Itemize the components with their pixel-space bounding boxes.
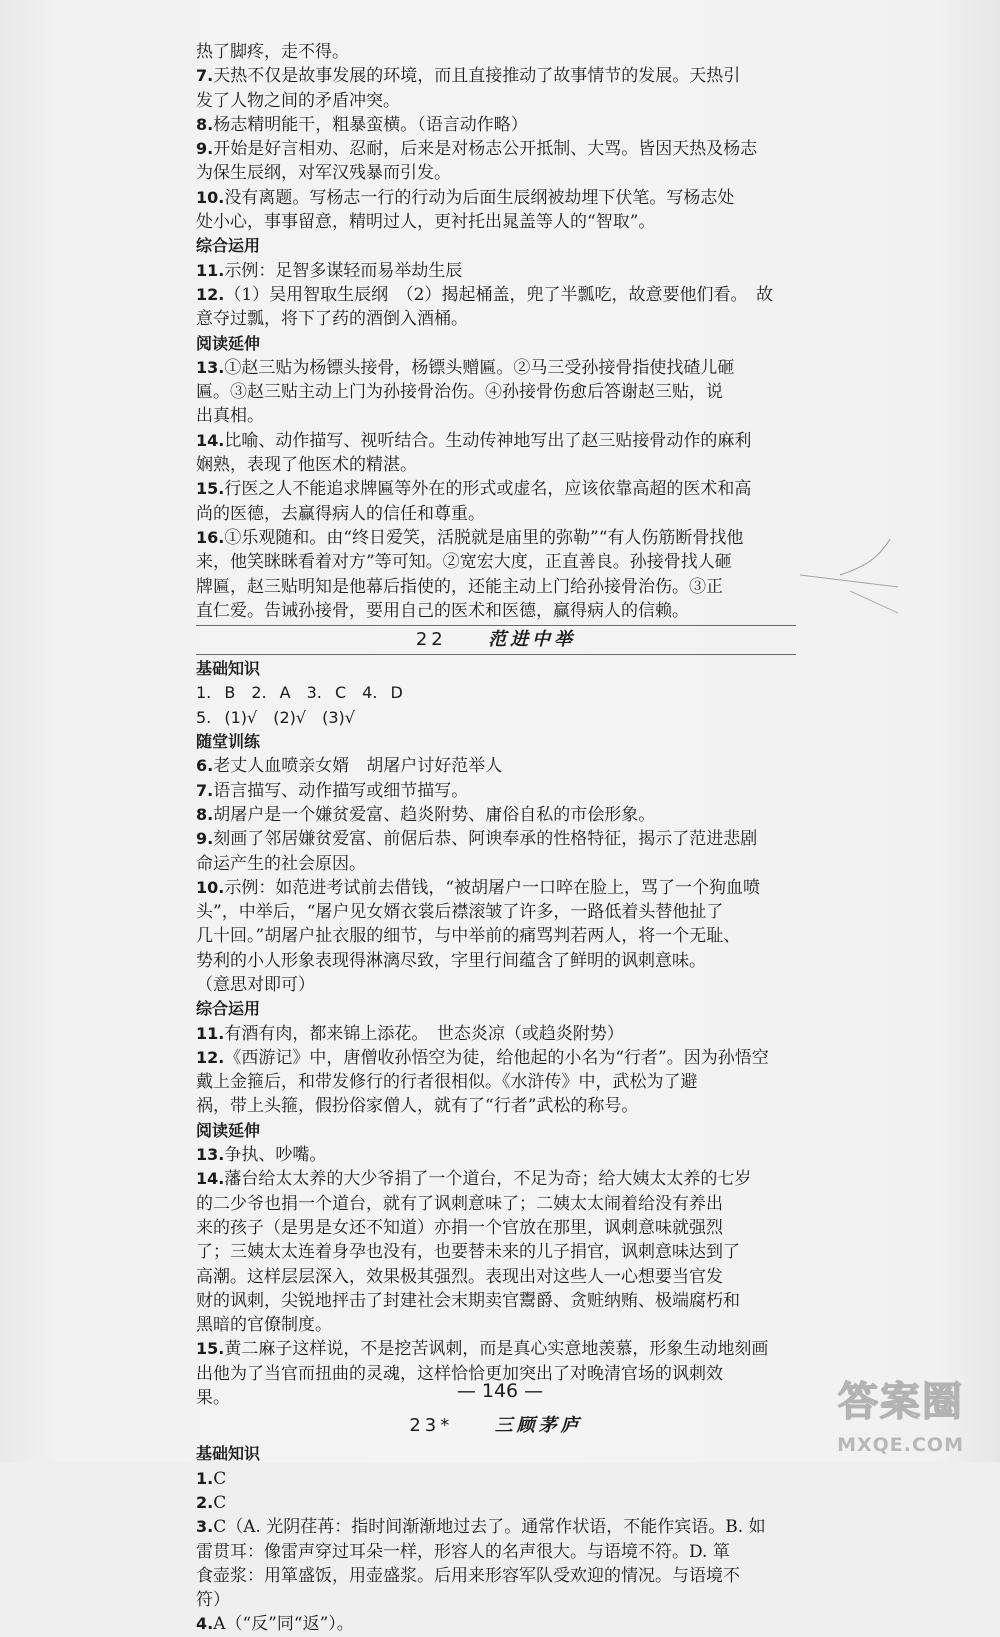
answer-line xyxy=(196,89,796,113)
question-number: 11. xyxy=(196,260,225,280)
answer-line xyxy=(196,1094,796,1118)
answer-text: 为保生辰纲，对军汉残暴而引发。 xyxy=(196,163,451,184)
answer-text: 牌匾，赵三贴明知是他幕后指使的，还能主动上门给孙接骨治伤。③正 xyxy=(196,576,723,597)
answer-text: 命运产生的社会原因。 xyxy=(196,853,366,874)
answer-text: 争执、吵嘴。 xyxy=(224,1145,327,1166)
answer-line xyxy=(196,1046,796,1070)
answer-text: 胡屠户是一个嫌贫爱富、趋炎附势、庸俗自私的市侩形象。 xyxy=(213,804,656,825)
question-number: 14. xyxy=(196,430,225,450)
answer-line xyxy=(196,453,796,477)
answer-line xyxy=(196,900,796,924)
section-heading: 阅读延伸 xyxy=(196,1120,261,1140)
answer-line xyxy=(196,1588,796,1612)
lesson-23-heading xyxy=(196,1412,796,1440)
lesson-title: 范进中举 xyxy=(488,629,577,651)
answers-block-7 xyxy=(196,1467,796,1637)
answer-text: 几十回。”胡屠户扯衣服的细节，与中举前的痛骂判若两人，将一个无耻、 xyxy=(196,926,741,947)
question-number: 10. xyxy=(196,187,225,207)
answer-text: 有酒有肉，都来锦上添花。 世态炎凉（或趋炎附势） xyxy=(224,1023,624,1044)
answer-line xyxy=(196,827,796,851)
answer-line xyxy=(196,949,796,973)
answer-text: 食壶浆：用箪盛饭，用壶盛浆。后用来形容军队受欢迎的情况。与语境不 xyxy=(196,1565,740,1586)
question-number: 11. xyxy=(196,1023,225,1043)
answer-text: ①乐观随和。由“终日爱笑，活脱就是庙里的弥勒”“有人伤筋断骨找他 xyxy=(224,527,744,548)
question-number: 1. xyxy=(196,1468,214,1488)
answers-block-5 xyxy=(196,1022,796,1119)
answer-text: 热了脚疼，走不得。 xyxy=(196,42,349,62)
answers-block-2 xyxy=(196,259,796,332)
answer-line xyxy=(196,1515,796,1539)
answer-text: 来的孩子（是男是女还不知道）亦捐一个官放在那里，讽刺意味就强烈 xyxy=(196,1217,723,1238)
question-number: 12. xyxy=(196,1047,225,1067)
answer-text: 符） xyxy=(196,1590,230,1611)
answer-text: 行医之人不能追求牌匾等外在的形式或虚名，应该依靠高超的医术和高 xyxy=(224,479,752,500)
answer-line xyxy=(196,550,796,574)
answer-text: 黑暗的官僚制度。 xyxy=(196,1315,332,1336)
page-number: — 146 — xyxy=(456,1380,544,1402)
question-number: 15. xyxy=(196,479,225,499)
answer-line xyxy=(196,779,796,803)
lesson-number: 23* xyxy=(409,1415,454,1437)
answer-text: 的二少爷也捐一个道台，就有了讽刺意味了；二姨太太闹着给没有养出 xyxy=(196,1193,723,1214)
question-number: 8. xyxy=(196,804,214,824)
answer-line xyxy=(196,754,796,778)
answer-text: （意思对即可） xyxy=(196,974,315,995)
answer-text: 尚的医德，去赢得病人的信任和尊重。 xyxy=(196,503,485,524)
lesson-number: 22 xyxy=(415,629,447,651)
answer-text: 老丈人血喷亲女婿 胡屠户讨好范举人 xyxy=(213,756,503,777)
section-heading: 综合运用 xyxy=(196,236,261,256)
section-heading: 基础知识 xyxy=(196,1444,261,1464)
question-number: 4. xyxy=(196,1614,214,1634)
answer-line xyxy=(196,40,796,64)
question-number: 3. xyxy=(196,1517,214,1537)
answer-line xyxy=(196,924,796,948)
question-number: 15. xyxy=(196,1339,225,1359)
answer-text: 《西游记》中，唐僧收孙悟空为徒，给他起的小名为“行者”。因为孙悟空 xyxy=(224,1047,769,1068)
answer-line xyxy=(196,1192,796,1216)
answer-line xyxy=(196,599,796,623)
judgement-answers: 5. (1)√ (2)√ (3)√ xyxy=(196,707,355,727)
answer-text: 刻画了邻居嫌贫爱富、前倨后恭、阿谀奉承的性格特征，揭示了范进悲剧 xyxy=(213,829,758,850)
answer-line xyxy=(196,113,796,137)
answer-text: 藩台给太太养的大少爷捐了一个道台，不足为奇；给大姨太太养的七岁 xyxy=(224,1169,752,1190)
section-heading: 综合运用 xyxy=(196,999,261,1019)
watermark-site: MXQE.COM xyxy=(837,1434,964,1456)
answers-block-4 xyxy=(196,754,796,997)
question-number: 14. xyxy=(196,1169,225,1189)
answer-text: 黄二麻子这样说，不是挖苦讽刺，而是真心实意地羡慕，形象生动地刻画 xyxy=(224,1339,769,1360)
answer-text: 雷贯耳：像雷声穿过耳朵一样，形容人的名声很大。与语境不符。D. 箪 xyxy=(196,1541,730,1562)
answer-text: 高潮。这样层层深入，效果极其强烈。表现出对这些人一心想要当官发 xyxy=(196,1266,723,1287)
answer-text: C xyxy=(213,1492,227,1513)
answer-line xyxy=(196,973,796,997)
answer-line xyxy=(196,283,796,307)
answer-line xyxy=(196,1612,796,1636)
answer-text: A（“反”同“返”）。 xyxy=(213,1614,354,1635)
answer-text: 来，他笑眯眯看着对方”等可知。②宽宏大度，正直善良。孙接骨找人砸 xyxy=(196,552,732,573)
answer-text: 发了人物之间的矛盾冲突。 xyxy=(196,90,400,111)
answer-text: 财的讽刺，尖锐地抨击了封建社会末期卖官鬻爵、贪赃纳贿、极端腐朽和 xyxy=(196,1290,740,1311)
answer-text: 戴上金箍后，和带发修行的行者很相似。《水浒传》中，武松为了避 xyxy=(196,1072,698,1093)
answer-line xyxy=(196,502,796,526)
answer-text: 祸，带上头箍，假扮俗家僧人，就有了“行者”武松的称号。 xyxy=(196,1096,639,1117)
answer-text: 杨志精明能干，粗暴蛮横。（语言动作略） xyxy=(213,114,528,135)
answer-line xyxy=(196,380,796,404)
question-number: 16. xyxy=(196,527,225,547)
answer-text: 意夺过瓢，将下了药的酒倒入酒桶。 xyxy=(196,309,468,330)
question-number: 13. xyxy=(196,1145,225,1165)
choice-answers: 1. B 2. A 3. C 4. D xyxy=(196,683,403,703)
answer-text: 了；三姨太太连着身孕也没有，也要替未来的儿子捐官，讽刺意味达到了 xyxy=(196,1242,740,1263)
answer-text: 果。 xyxy=(196,1388,230,1409)
answer-line xyxy=(196,1289,796,1313)
answer-line xyxy=(196,575,796,599)
answer-text: 比喻、动作描写、视听结合。生动传神地写出了赵三贴接骨动作的麻利 xyxy=(224,430,752,451)
answer-line xyxy=(196,1167,796,1191)
question-number: 8. xyxy=(196,114,214,134)
answer-line xyxy=(196,803,796,827)
answer-line xyxy=(196,429,796,453)
question-number: 12. xyxy=(196,284,225,304)
question-number: 2. xyxy=(196,1492,214,1512)
answer-line xyxy=(196,876,796,900)
answer-text: 娴熟，表现了他医术的精湛。 xyxy=(196,455,417,476)
answer-text: 处小心，事事留意，精明过人，更衬托出晁盖等人的“智取”。 xyxy=(196,212,656,233)
question-number: 10. xyxy=(196,877,225,897)
lesson-title: 三顾茅庐 xyxy=(494,1415,583,1437)
answer-line xyxy=(196,356,796,380)
watermark xyxy=(774,1370,964,1456)
question-number: 9. xyxy=(196,829,214,849)
answer-text: ①赵三贴为杨镖头接骨，杨镖头赠匾。②马三受孙接骨指使找碴儿砸 xyxy=(224,357,735,378)
answer-line xyxy=(196,1313,796,1337)
answers-block-1 xyxy=(196,40,796,234)
answer-line xyxy=(196,137,796,161)
answer-line xyxy=(196,1337,796,1361)
answer-text: 天热不仅是故事发展的环境，而且直接推动了故事情节的发展。天热引 xyxy=(213,66,741,87)
lesson-22-heading xyxy=(196,625,796,655)
answer-line xyxy=(196,1467,796,1491)
answer-line xyxy=(196,1265,796,1289)
answer-text: 头”，中举后，“屠户见女婿衣裳后襟滚皱了许多，一路低着头替他扯了 xyxy=(196,902,724,923)
pencil-scribble-mark xyxy=(780,535,900,615)
answer-text: 出真相。 xyxy=(196,406,264,427)
answer-text: 示例：如范进考试前去借钱，“被胡屠户一口啐在脸上，骂了一个狗血喷 xyxy=(224,877,761,898)
question-number: 9. xyxy=(196,139,214,159)
answer-text: 语言描写、动作描写或细节描写。 xyxy=(213,780,469,801)
question-number: 13. xyxy=(196,357,225,377)
answer-line xyxy=(196,1070,796,1094)
answers-block-3 xyxy=(196,356,796,623)
answer-text: 匾。③赵三贴主动上门为孙接骨治伤。④孙接骨伤愈后答谢赵三贴，说 xyxy=(196,382,723,403)
answer-text: 开始是好言相劝、忍耐，后来是对杨志公开抵制、大骂。皆因天热及杨志 xyxy=(213,139,758,160)
answer-line xyxy=(196,404,796,428)
answer-text: 直仁爱。告诫孙接骨，要用自己的医术和医德，赢得病人的信赖。 xyxy=(196,600,689,621)
answer-line xyxy=(196,259,796,283)
answer-line xyxy=(196,1540,796,1564)
answer-text: 示例：足智多谋轻而易举劫生辰 xyxy=(224,260,463,281)
answer-line xyxy=(196,1240,796,1264)
answers-block-6 xyxy=(196,1143,796,1410)
section-heading: 随堂训练 xyxy=(196,732,261,752)
watermark-logo: 答案圈 xyxy=(838,1379,964,1425)
answer-text: 出他为了当官而扭曲的灵魂，这样恰恰更加突出了对晚清官场的讽刺效 xyxy=(196,1363,723,1384)
section-heading: 基础知识 xyxy=(196,659,261,679)
answer-line xyxy=(196,161,796,185)
answer-line xyxy=(196,852,796,876)
answer-line xyxy=(196,186,796,210)
answer-line xyxy=(196,307,796,331)
answer-line xyxy=(196,1564,796,1588)
answer-line xyxy=(196,1216,796,1240)
answer-text: 势利的小人形象表现得淋漓尽致，字里行间蕴含了鲜明的讽刺意味。 xyxy=(196,950,706,971)
answer-text: 没有离题。写杨志一行的行动为后面生辰纲被劫埋下伏笔。写杨志处 xyxy=(224,187,735,208)
section-heading: 阅读延伸 xyxy=(196,333,261,353)
answer-line xyxy=(196,1143,796,1167)
answer-text: C（A. 光阴荏苒：指时间渐渐地过去了。通常作状语，不能作宾语。B. 如 xyxy=(213,1517,766,1538)
answer-line xyxy=(196,526,796,550)
answer-line xyxy=(196,1022,796,1046)
answer-line xyxy=(196,64,796,88)
question-number: 7. xyxy=(196,780,214,800)
answer-line xyxy=(196,210,796,234)
answer-line xyxy=(196,477,796,501)
answer-line xyxy=(196,1491,796,1515)
answer-text: （1）吴用智取生辰纲 （2）揭起桶盖，兜了半瓢吃，故意要他们看。 故 xyxy=(224,284,773,305)
answer-text: C xyxy=(213,1468,227,1489)
question-number: 6. xyxy=(196,756,214,776)
question-number: 7. xyxy=(196,66,214,86)
